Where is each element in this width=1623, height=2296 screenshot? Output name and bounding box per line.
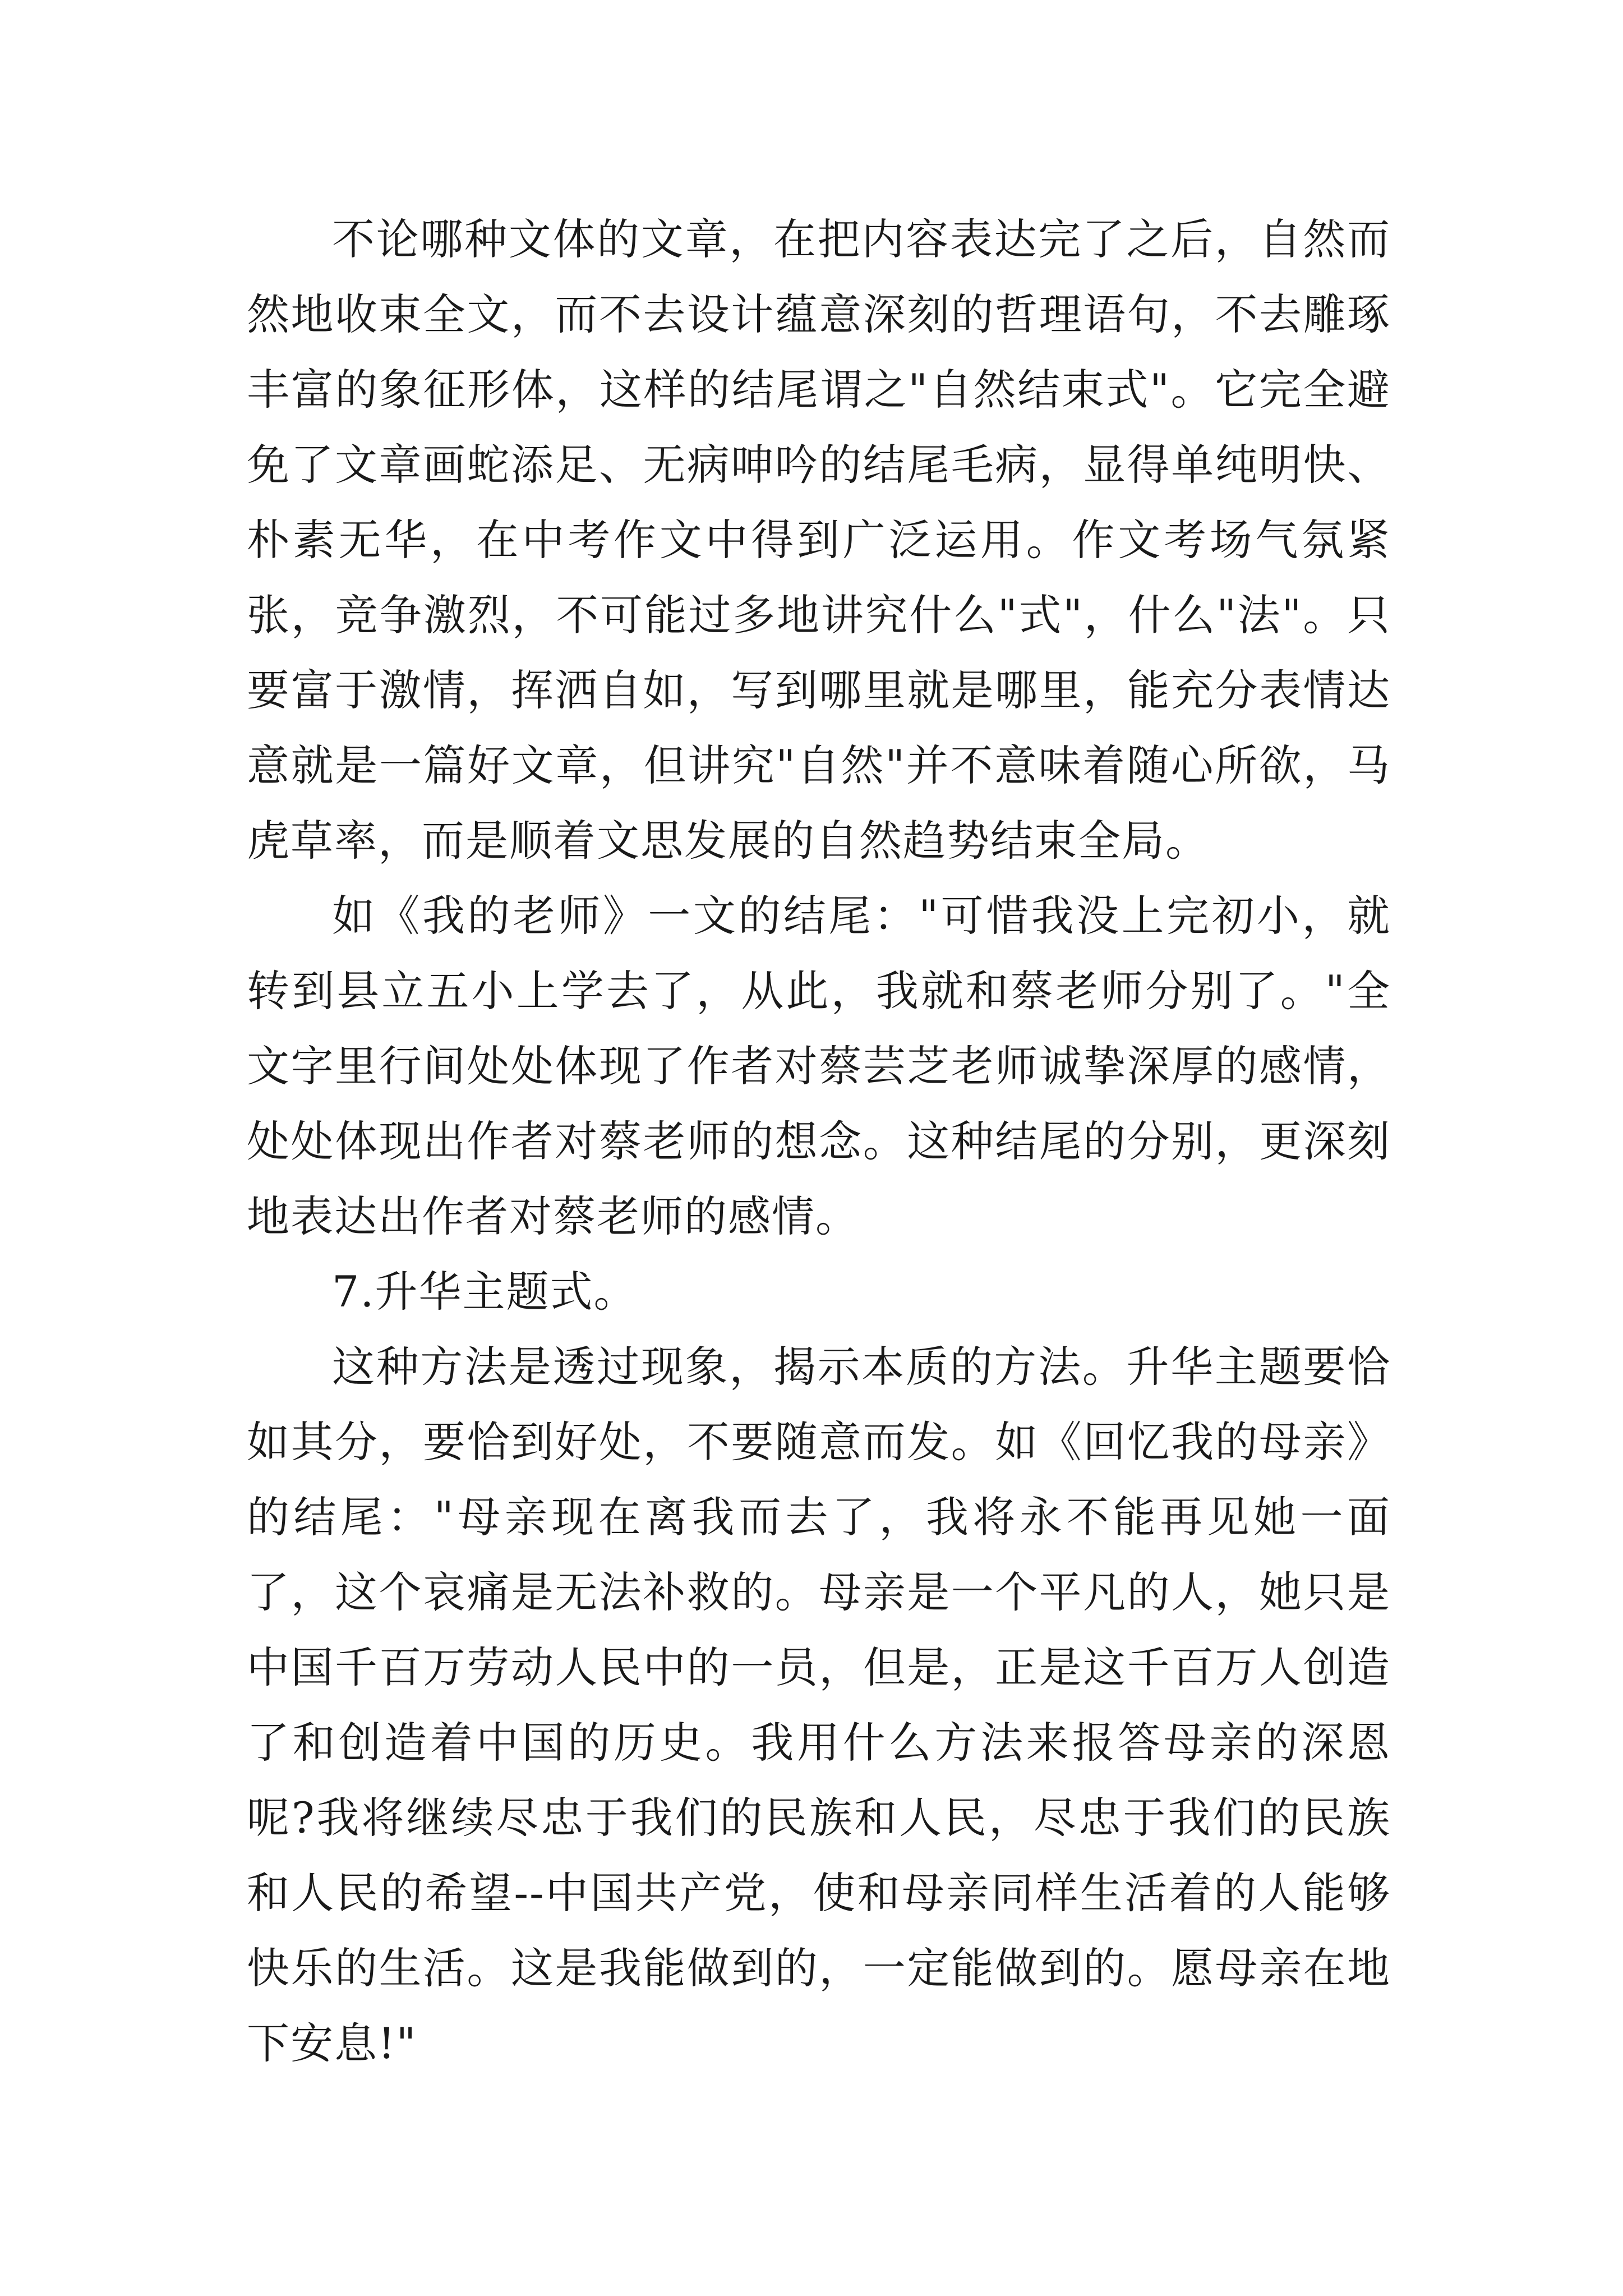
paragraph-natural-ending: 不论哪种文体的文章，在把内容表达完了之后，自然而然地收束全文，而不去设计蕴意深刻的哲理语句，不去雕琢丰富的象征形体，这样的结尾谓之"自然结束式"。它完全避免了文章画蛇添足、无病呻吟的结尾毛病，显得单纯明快、朴素无华，在中考作文中得到广泛运用。作文考场气氛紧张，竞争激烈，不可能过多地讲究什么"式"，什么"法"。只要富于激情，挥洒自如，写到哪里就是哪里，能充分表情达意就是一篇好文章，但讲究"自然"并不意味着随心所欲，马虎草率，而是顺着文思发展的自然趋势结束全局。: [247, 214, 1391, 866]
body-text: [247, 202, 1391, 2081]
paragraph-my-teacher-example: 如《我的老师》一文的结尾："可惜我没上完初小，就转到县立五小上学去了，从此，我就和蔡老师分别了。"全文字里行间处处体现了作者对蔡芸芝老师诚挚深厚的感情，处处体现出作者对蔡老师的想念。这种结尾的分别，更深刻地表达出作者对蔡老师的感情。: [247, 891, 1391, 1241]
section-heading-sublimation: 7.升华主题式。: [332, 1267, 638, 1317]
paragraph-sublimation-method: 这种方法是透过现象，揭示本质的方法。升华主题要恰如其分，要恰到好处，不要随意而发。如《回忆我的母亲》的结尾："母亲现在离我而去了，我将永不能再见她一面了，这个哀痛是无法补救的。母亲是一个平凡的人，她只是中国千百万劳动人民中的一员，但是，正是这千百万人创造了和创造着中国的历史。我用什么方法来报答母亲的深恩呢?我将继续尽忠于我们的民族和人民，尽忠于我们的民族和人民的希望--中国共产党，使和母亲同样生活着的人能够快乐的生活。这是我能做到的，一定能做到的。愿母亲在地下安息!": [247, 1342, 1391, 2068]
